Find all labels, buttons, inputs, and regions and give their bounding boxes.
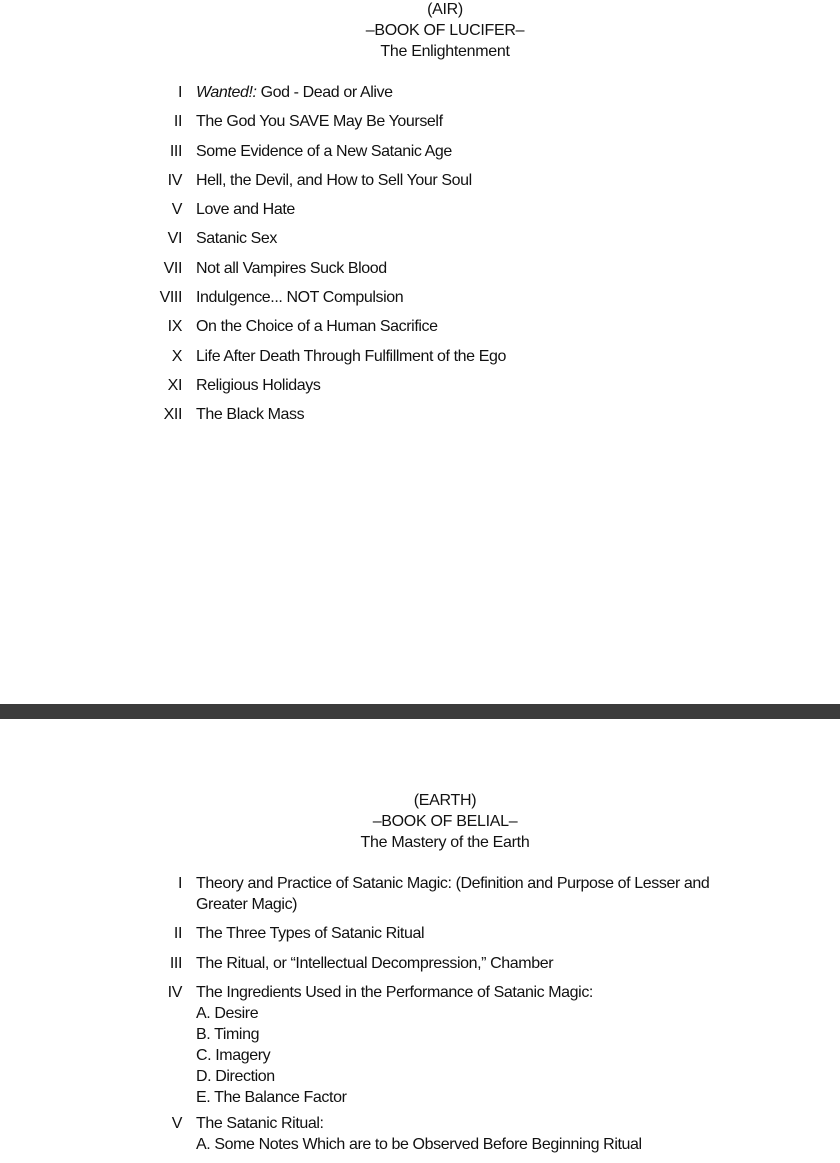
chapter-title: The Ritual, or “Intellectual Decompression,” Chamber <box>196 954 554 972</box>
chapter-title: Wanted!: God - Dead or Alive <box>196 84 393 101</box>
chapter-title: Theory and Practice of Satanic Magic: (Definition and Purpose of Lesser and Greater Magic) <box>196 875 710 913</box>
book-title: –BOOK OF LUCIFER– <box>365 22 525 39</box>
book-title: –BOOK OF BELIAL– <box>372 813 518 830</box>
chapter-item <box>0 982 840 1113</box>
chapter-item <box>0 111 840 140</box>
chapter-number: IV <box>167 171 182 189</box>
chapter-title: Life After Death Through Fulfillment of the Ego <box>196 347 506 365</box>
chapter-number: IX <box>167 318 182 336</box>
book-subtitle: The Mastery of the Earth <box>360 834 530 851</box>
chapter-item <box>0 375 840 404</box>
chapter-item <box>0 953 840 983</box>
chapter-item <box>0 228 840 257</box>
chapter-title: Satanic Sex <box>196 230 277 248</box>
chapter-number: III <box>169 142 182 160</box>
chapter-number: II <box>173 925 182 942</box>
chapter-title: Hell, the Devil, and How to Sell Your Soul <box>196 171 472 189</box>
book-subtitle: The Enlightenment <box>380 43 510 60</box>
chapter-number: XI <box>167 376 182 394</box>
chapter-number: II <box>173 113 182 131</box>
chapter-number: VIII <box>159 289 182 307</box>
chapter-number: V <box>171 201 182 219</box>
page-divider <box>0 704 840 719</box>
chapter-heading-text: The Satanic Ritual: <box>196 1115 324 1132</box>
chapter-heading-text: The Ingredients Used in the Performance of Satanic Magic: <box>196 984 593 1001</box>
chapter-title <box>196 1113 756 1155</box>
chapter-number: IV <box>167 984 182 1001</box>
chapter-item <box>0 404 840 433</box>
chapter-number: I <box>177 875 182 892</box>
sub-item: B. Timing <box>196 1026 260 1043</box>
sub-item: D. Direction <box>196 1068 275 1085</box>
chapter-title <box>196 982 756 1108</box>
chapter-item <box>0 258 840 287</box>
chapter-number: VI <box>167 230 182 248</box>
chapter-title: The God You SAVE May Be Yourself <box>196 113 443 131</box>
chapter-item <box>0 170 840 199</box>
sub-item: A. Desire <box>196 1005 259 1022</box>
sub-item: A. Some Notes Which are to be Observed Before Beginning Ritual <box>196 1136 642 1153</box>
chapter-number: V <box>171 1115 182 1132</box>
element-label: (EARTH) <box>413 792 477 809</box>
page-book-of-belial <box>0 719 840 1156</box>
chapter-title: Love and Hate <box>196 201 295 219</box>
chapter-title: Not all Vampires Suck Blood <box>196 259 387 277</box>
chapter-item <box>0 199 840 228</box>
element-label: (AIR) <box>427 1 463 18</box>
chapter-item <box>0 287 840 316</box>
chapter-title-emphasis: Wanted!: <box>196 84 257 101</box>
section-heading-air <box>0 0 840 62</box>
chapter-item <box>0 316 840 345</box>
chapter-title: Religious Holidays <box>196 376 321 394</box>
chapter-number: I <box>177 84 182 101</box>
chapter-item <box>0 873 840 923</box>
sub-item: E. The Balance Factor <box>196 1089 347 1106</box>
chapter-title: The Black Mass <box>196 406 305 424</box>
chapter-number: XII <box>163 406 182 424</box>
chapter-list-belial <box>0 873 840 1163</box>
chapter-title: On the Choice of a Human Sacrifice <box>196 318 438 336</box>
chapter-item <box>0 82 840 111</box>
chapter-item <box>0 346 840 375</box>
chapter-title: The Three Types of Satanic Ritual <box>196 925 425 942</box>
chapter-item <box>0 141 840 170</box>
section-heading-earth <box>0 790 840 853</box>
sub-item: C. Imagery <box>196 1047 271 1064</box>
chapter-number: III <box>169 954 182 972</box>
chapter-list-lucifer <box>0 82 840 434</box>
chapter-title: Indulgence... NOT Compulsion <box>196 289 404 307</box>
chapter-title: Some Evidence of a New Satanic Age <box>196 142 452 160</box>
chapter-number: VII <box>163 259 182 277</box>
chapter-item <box>0 923 840 953</box>
chapter-number: X <box>171 347 182 365</box>
